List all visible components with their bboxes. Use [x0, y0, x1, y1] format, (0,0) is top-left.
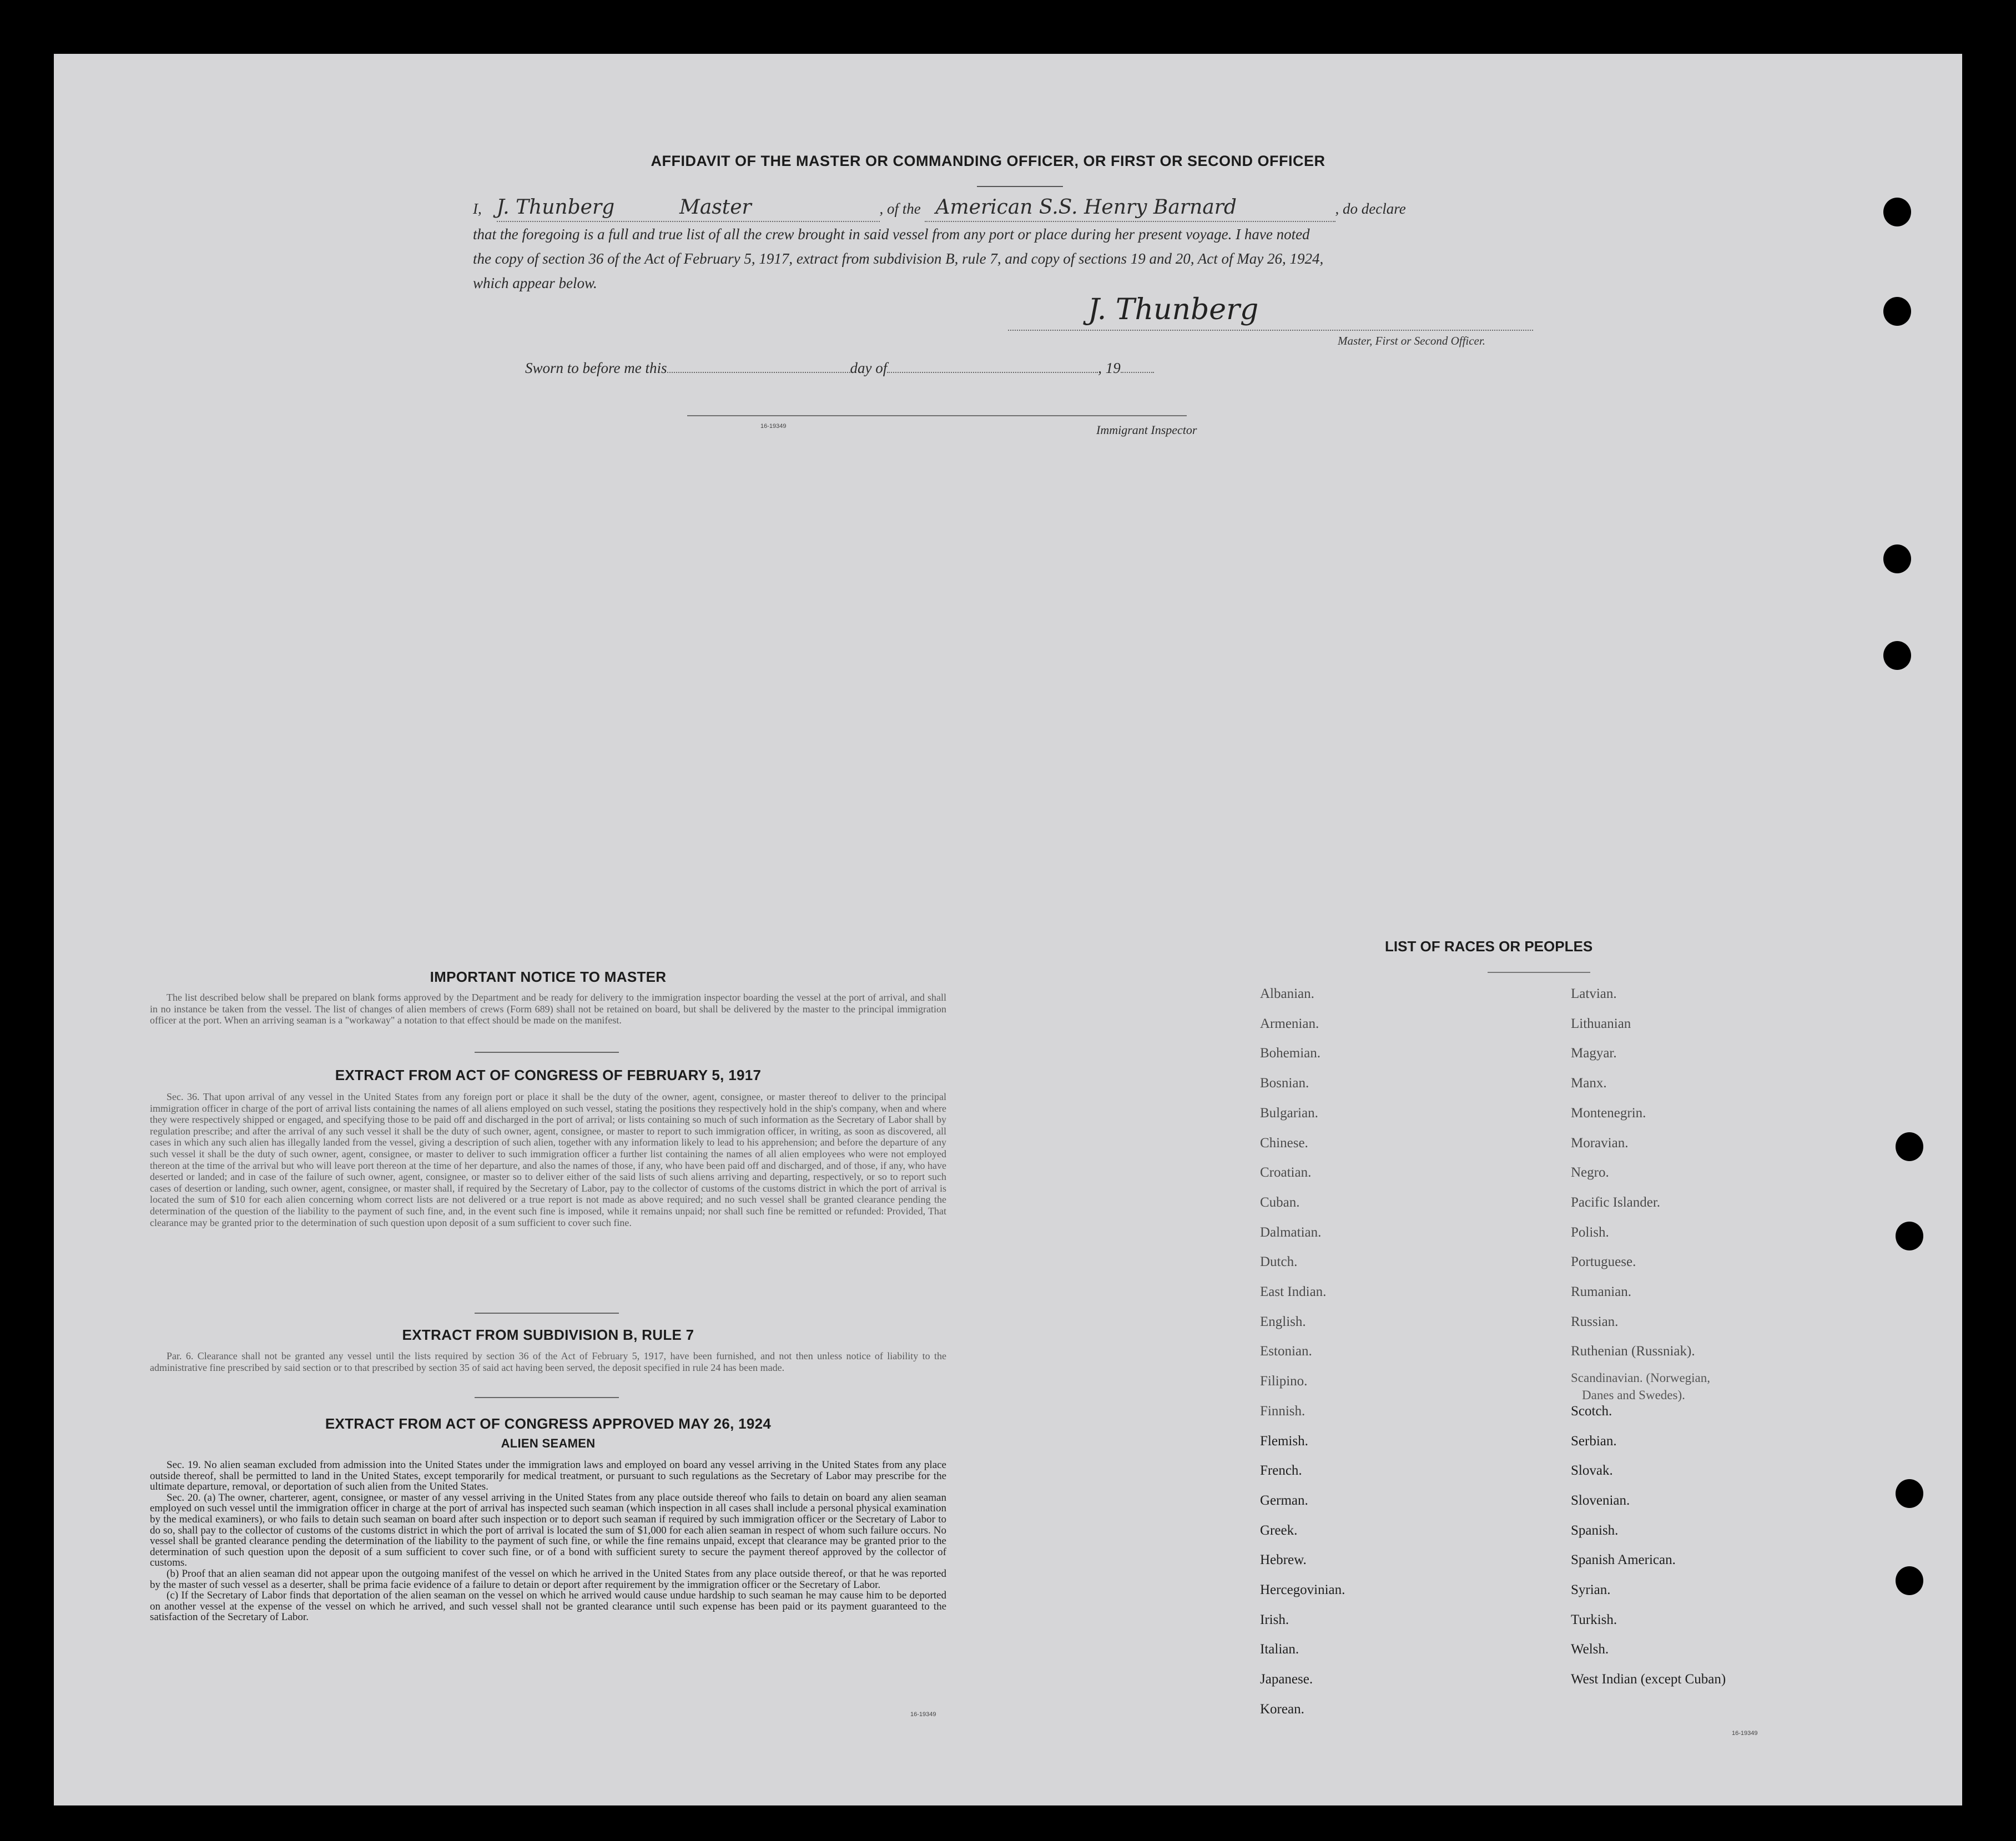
sec-19: Sec. 19. No alien seaman excluded from admission into the United States under the immigration laws and employed on board any vessel arriving in the United States from any place outside thereof, shall be permitted to land in the United States, except temporarily for medical treatment, or pursuant to such regulations as the Secretary of Labor may prescribe for the ultimate departure, removal, or deportation of such alien from the United States. [150, 1459, 946, 1493]
form-number: 16-19349 [1732, 1730, 1758, 1737]
extract-1917-heading: EXTRACT FROM ACT OF CONGRESS OF FEBRUARY 5, 1917 [335, 1067, 762, 1083]
race-item: Albanian. [1260, 986, 1314, 1001]
inspector-label: Immigrant Inspector [1096, 423, 1197, 437]
race-item: Spanish American. [1571, 1552, 1676, 1568]
binder-hole [1883, 198, 1911, 226]
binder-hole [1883, 641, 1911, 670]
extract-1917-body: Sec. 36. That upon arrival of any vessel in the United States from any foreign port or place it shall be the duty of the owner, agent, consignee, or master thereof to deliver to the principal immigration officer in charge of the port of arrival lists containing the names of all aliens employed on such vessel, stating the positions they respectively hold in the ship's company, when and where they were respectively shipped or engaged, and specifying those to be paid off and discharged in the port of arrival; or lists containing so much of such information as the Secretary of Labor shall by regulation prescribe; and after the arrival of any such vessel it shall be the duty of such owner, agent, consignee, or master to report to such immigration officer, in writing, as soon as discovered, all cases in which any such alien has illegally landed from the vessel, giving a description of such alien, together with any information likely to lead to his apprehension; and before the departure of any such vessel it shall be the duty of such owner, agent, consignee, or master to deliver to such immigration officer a further list containing the names of all alien employees who were not employed thereon at the time of the arrival but who will leave port thereon at the time of her departure, and also the names of those, if any, who have been paid off and discharged, and of those, if any, who have deserted or landed; and in case of the failure of such owner, agent, consignee, or master so to deliver either of the said lists of such aliens arriving and departing, respectively, or so to report such cases of desertion or landing, such owner, agent, consignee, or master shall, if required by the Secretary of Labor, pay to the collector of customs of the customs district in which the port of arrival is located the sum of $10 for each alien concerning whom correct lists are not delivered or a true report is not made as above required; and no such vessel shall be granted clearance pending the determination of the question of the liability to the payment of such fine, and, in the event such fine is imposed, while it remains unpaid; nor shall such fine be remitted or refunded: Provided, That clearance may be granted prior to the determination of such question upon deposit of a sum sufficient to cover such fine. [150, 1091, 946, 1228]
affidavit-line-1: I, J. Thunberg Master , of the American S.S. Henry Barnard , do declare [473, 195, 1533, 222]
affidavit-text [473, 195, 1533, 295]
race-item: Flemish. [1260, 1433, 1308, 1449]
binder-hole [1896, 1132, 1923, 1161]
race-item: Bohemian. [1260, 1046, 1321, 1061]
sworn-line: Sworn to before me this day of , 19 [525, 360, 1154, 377]
race-item: Lithuanian [1571, 1016, 1631, 1031]
race-item: German. [1260, 1492, 1308, 1508]
race-item: Russian. [1571, 1314, 1619, 1329]
notice-heading: IMPORTANT NOTICE TO MASTER [430, 969, 667, 985]
binder-hole [1896, 1566, 1923, 1595]
sworn-year-field [1121, 372, 1154, 373]
affidavit-line-4: which appear below. [473, 275, 597, 291]
races-rule [1488, 972, 1590, 973]
race-item: Rumanian. [1571, 1284, 1632, 1299]
extract-1924-body [150, 1460, 946, 1623]
section-rule [475, 1313, 619, 1314]
notice-body: The list described below shall be prepared on blank forms approved by the Department and be ready for delivery to the immigration inspector boarding the vessel at the port of arrival, and shall in no instance be taken from the vessel. The list of changes of alien members of crews (Form 689) shall not be retained on board, but shall be delivered by the master to the principal immigration officer at the port. When an arriving seaman is a "workaway" a notation to that effect should be made on the manifest. [150, 992, 946, 1026]
race-item: Korean. [1260, 1701, 1304, 1717]
sec-20b: (b) Proof that an alien seaman did not appear upon the outgoing manifest of the vessel on which he arrived in the United States from any place outside thereof, or that he was reported by the master of such vessel as a deserter, shall be prima facie evidence of a failure to detain or deport after requirement by the immigration officer or the Secretary of Labor. [150, 1567, 946, 1591]
race-item: Polish. [1571, 1224, 1609, 1240]
vessel-field [925, 195, 1335, 222]
race-item: Finnish. [1260, 1403, 1306, 1419]
alien-seamen-subheading: ALIEN SEAMEN [501, 1436, 596, 1450]
race-item: English. [1260, 1314, 1306, 1329]
signature-label: Master, First or Second Officer. [1338, 334, 1485, 347]
race-item: Dutch. [1260, 1254, 1298, 1270]
handwritten-rank: Master [679, 196, 752, 219]
sworn-day-field [667, 372, 850, 373]
race-item: Italian. [1260, 1642, 1299, 1657]
handwritten-vessel: American S.S. Henry Barnard [935, 196, 1237, 219]
race-item: East Indian. [1260, 1284, 1327, 1299]
form-number: 16-19349 [760, 423, 787, 430]
sworn-month-field [887, 372, 1098, 373]
race-item: Negro. [1571, 1165, 1609, 1181]
race-item: Bulgarian. [1260, 1105, 1318, 1121]
race-item: Scandinavian. (Norwegian, [1571, 1371, 1711, 1385]
race-item: Spanish. [1571, 1522, 1619, 1538]
binder-hole [1883, 544, 1911, 573]
inspector-line [687, 415, 1187, 416]
signature-line [1008, 330, 1533, 331]
race-item: Cuban. [1260, 1194, 1300, 1210]
race-item: Greek. [1260, 1522, 1298, 1538]
section-rule [475, 1397, 619, 1398]
race-item: Filipino. [1260, 1374, 1308, 1389]
section-rule [475, 1052, 619, 1053]
race-item: Welsh. [1571, 1642, 1609, 1657]
race-item: Portuguese. [1571, 1254, 1636, 1270]
race-item: Slovenian. [1571, 1492, 1630, 1508]
race-item: Japanese. [1260, 1672, 1313, 1687]
race-item: Montenegrin. [1571, 1105, 1646, 1121]
race-item: Pacific Islander. [1571, 1194, 1661, 1210]
sec-20a: Sec. 20. (a) The owner, charterer, agent, consignee, or master of any vessel arriving in the United States from any place outside thereof who fails to detain on board any alien seaman employed on such vessel until the immigration officer in charge at the port of arrival has inspected such seaman (which inspection in all cases shall include a personal physical examination by the medical examiners), or who fails to detain such seaman on board after such inspection or to deport such seaman if required by such immigration officer or the Secretary of Labor to do so, shall pay to the collector of customs of the customs district in which the port of arrival is located the sum of $1,000 for each alien seaman in respect of whom such failure occurs. No vessel shall be granted clearance pending the determination of the liability to the payment of such fine, or while the fine remains unpaid, except that clearance may be granted prior to the determination of such question upon the deposit of a sum sufficient to cover such fine, or of a bond with sufficient surety to secure the payment thereof approved by the collector of customs. [150, 1491, 946, 1569]
name-field [497, 195, 880, 222]
races-heading: LIST OF RACES OR PEOPLES [1385, 938, 1593, 955]
extract-rule7-body: Par. 6. Clearance shall not be granted any vessel until the lists required by section 36 of the Act of February 5, 1917, have been furnished, and not then unless notice of liability to the administrative fine prescribed by said section or to that prescribed by section 35 of said act having been served, the deposit specified in rule 24 has been made. [150, 1350, 946, 1373]
race-item: Scotch. [1571, 1403, 1612, 1419]
race-item: West Indian (except Cuban) [1571, 1672, 1726, 1687]
race-item: Latvian. [1571, 986, 1617, 1001]
race-item: Bosnian. [1260, 1076, 1309, 1091]
binder-hole [1896, 1222, 1923, 1250]
affidavit-title: AFFIDAVIT OF THE MASTER OR COMMANDING OFFICER, OR FIRST OR SECOND OFFICER [651, 153, 1325, 169]
race-item: Hercegovinian. [1260, 1582, 1345, 1597]
race-item: Magyar. [1571, 1046, 1617, 1061]
signature: J. Thunberg [1088, 293, 1259, 326]
race-item: Manx. [1571, 1076, 1607, 1091]
race-item: Estonian. [1260, 1344, 1312, 1359]
affidavit-line-2: that the foregoing is a full and true list of all the crew brought in said vessel from any port or place during her present voyage. I have noted [473, 226, 1310, 243]
race-item: Armenian. [1260, 1016, 1319, 1031]
race-item: Irish. [1260, 1612, 1289, 1627]
extract-1924-heading: EXTRACT FROM ACT OF CONGRESS APPROVED MAY 26, 1924 [325, 1415, 772, 1432]
title-rule [977, 186, 1063, 187]
form-number: 16-19349 [910, 1711, 936, 1718]
race-item: Danes and Swedes). [1582, 1388, 1685, 1403]
race-item: Turkish. [1571, 1612, 1617, 1627]
race-item: Chinese. [1260, 1135, 1308, 1151]
race-item: Moravian. [1571, 1135, 1629, 1151]
extract-rule7-heading: EXTRACT FROM SUBDIVISION B, RULE 7 [402, 1326, 694, 1343]
race-item: Hebrew. [1260, 1552, 1307, 1568]
affidavit-line-3: the copy of section 36 of the Act of February 5, 1917, extract from subdivision B, rule 7, and copy of sections 19 and 20, Act of May 26, 1924, [473, 250, 1324, 267]
binder-hole [1883, 297, 1911, 326]
race-item: Dalmatian. [1260, 1224, 1322, 1240]
binder-hole [1896, 1479, 1923, 1508]
race-item: Croatian. [1260, 1165, 1312, 1181]
race-item: Slovak. [1571, 1463, 1613, 1479]
race-item: Syrian. [1571, 1582, 1611, 1597]
handwritten-name: J. Thunberg [496, 196, 615, 219]
race-item: Serbian. [1571, 1433, 1617, 1449]
race-item: Ruthenian (Russniak). [1571, 1344, 1695, 1359]
sec-20c: (c) If the Secretary of Labor finds that deportation of the alien seaman on the vessel on which he arrived would cause undue hardship to such seaman he may cause him to be deported on another vessel at the expense of the vessel on which he arrived, and such vessel shall not be granted clearance until such expense has been paid or its payment guaranteed to the satisfaction of the Secretary of Labor. [150, 1590, 946, 1623]
race-item: French. [1260, 1463, 1302, 1479]
